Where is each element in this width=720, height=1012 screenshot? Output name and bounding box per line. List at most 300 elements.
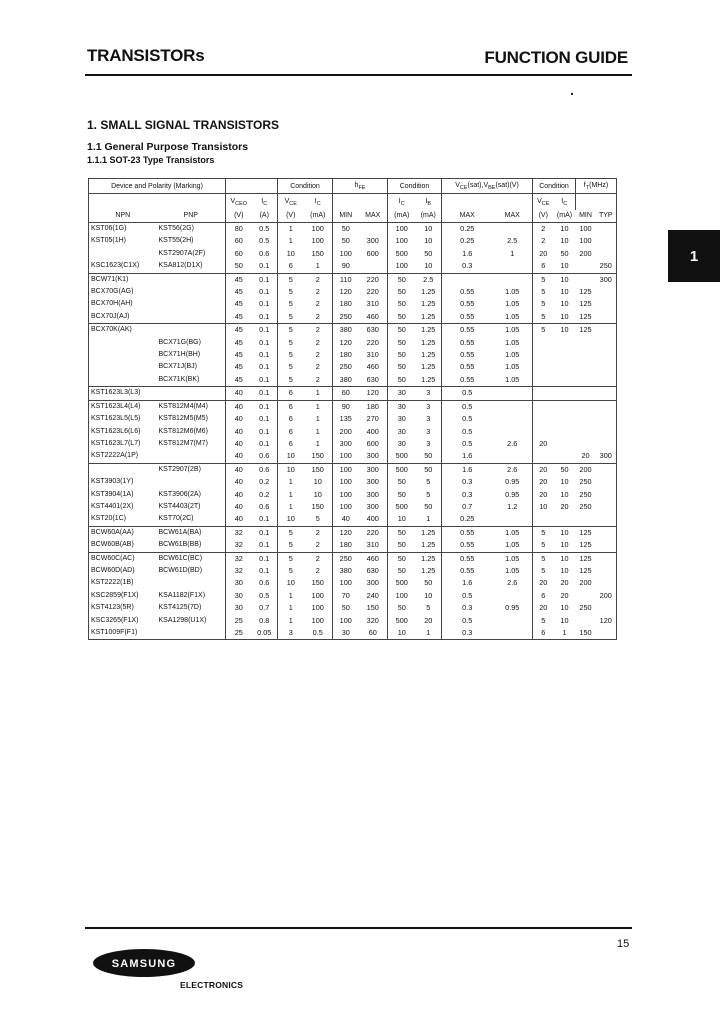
ft-min-cell [576,337,596,349]
ic-cell: 0.1 [252,273,278,286]
hfe-min-cell: 100 [339,578,352,588]
ft-min-cell: 150 [576,627,596,640]
ft-vce-cell: 2 [541,224,546,233]
ib-cell: 5 [416,602,442,614]
ic4-header: $I_C$ [554,194,576,211]
vcesat-max-cell: 1.6 [462,248,473,258]
svg-text:SAMSUNG: SAMSUNG [111,958,177,970]
vcesat-max-cell: 0.5 [462,590,473,600]
vbesat-max-cell: 1.05 [493,349,533,361]
hfe-min-cell: 380 [339,565,352,575]
ft-min-cell [576,438,596,450]
ib-cell: 1.25 [416,337,442,349]
ic-cell: 0.05 [252,627,278,640]
vce-cell: 5 [288,565,293,575]
ib-cell: 3 [416,426,442,438]
vce-cell: 5 [288,337,293,347]
ic-sat-cell: 50 [388,324,416,337]
hfe-min-cell: 380 [333,324,359,337]
ic-sat-cell: 30 [397,426,406,436]
ic-cond-cell: 2 [304,337,333,349]
ft-min-cell [576,413,596,425]
hfe-min-cell: 250 [339,362,352,372]
hfe-min-cell: 110 [333,273,359,286]
hfe-max-cell: 300 [359,489,388,501]
vbesat-max-cell: 1.05 [493,311,533,324]
vcesat-max-cell: 0.3 [462,261,473,271]
vce-cell: 1 [288,477,293,487]
table-row [89,426,617,438]
ft-vce-cell [533,513,554,526]
header-category: TRANSISTORs [87,46,205,65]
ic-cell: 0.1 [252,298,278,310]
ic-cond-cell: 150 [304,577,333,589]
vce-cell: 5 [278,324,304,337]
pnp-cell [157,387,226,400]
vsat-header: $V_{CE}(sat),V_{BE}(sat)(V)$ [442,179,533,194]
hfe-min-cell: 100 [339,489,352,499]
ft-typ-cell [596,565,617,577]
vce-cell: 1 [288,615,293,625]
vce-cell: 5 [288,374,293,384]
npn-cell: KSC3265(F1X) [89,615,157,627]
hfe-max-cell: 300 [359,450,388,463]
condition-header: Condition [278,179,333,194]
vbesat-max-cell: 1.05 [493,374,533,387]
ft-typ-cell [596,223,617,236]
hfe-min-cell: 250 [333,552,359,565]
npn-cell: KST3904(1A) [89,489,157,501]
npn-cell [89,248,157,260]
hfe-min-cell: 100 [333,463,359,476]
npn-cell: KST1623L6(L6) [89,426,157,438]
vcesat-max-cell: 0.55 [460,299,475,309]
ft-typ-cell [596,349,617,361]
vce-cell: 5 [288,362,293,372]
table-row [89,311,617,324]
vcesat-max-cell: 0.55 [460,362,475,372]
vcesat-max-cell: 0.5 [462,426,473,436]
vce-cell: 1 [288,590,293,600]
ib-cell: 1.25 [416,324,442,337]
ft-typ-cell [596,552,617,565]
hfe-max-cell: 310 [359,539,388,552]
ic-cell: 0.5 [252,235,278,247]
ft-typ-cell: 300 [596,273,617,286]
ft-typ-cell [596,501,617,513]
ic-sat-cell: 10 [397,514,406,524]
hfe-max-cell: 600 [359,248,388,260]
hfe-max-cell: 150 [359,602,388,614]
ft-min-cell: 125 [576,526,596,539]
vbesat-max-cell [493,413,533,425]
hfe-max-cell [359,260,388,273]
ib-cell: 50 [416,463,442,476]
ft-ic-cell: 10 [560,477,569,487]
ft-ic-cell: 10 [560,224,569,233]
pnp-cell: KST812M4(M4) [157,400,226,413]
table-row [89,374,617,387]
table-row [89,602,617,614]
npn-cell: KST1623L7(L7) [89,438,157,450]
pnp-cell: KST70(2C) [157,513,226,526]
hfe-min-cell: 120 [339,337,352,347]
npn-cell: BCX70K(AK) [89,324,157,337]
ft-vce-cell: 20 [539,603,548,613]
hfe-min-cell: 50 [341,236,350,246]
ic-sat-cell: 30 [397,438,406,448]
pnp-cell [157,324,226,337]
pnp-cell [157,476,226,488]
vbesat-max-cell: 1.2 [493,501,533,513]
speck [571,93,573,95]
ib-cell: 50 [416,248,442,260]
section-title: 1. SMALL SIGNAL TRANSISTORS [87,118,280,132]
ib-cell: 3 [416,438,442,450]
hfe-min-cell: 380 [339,374,352,384]
ic-sat-cell: 50 [397,311,406,321]
vbesat-max-cell [493,426,533,438]
vbesat-max-cell [493,260,533,273]
condition3-header: Condition [533,179,576,194]
pnp-cell: KST2907(2B) [157,463,226,476]
ft-ic-cell: 10 [560,311,569,321]
hfe-max-cell: 310 [359,349,388,361]
ic-cell: 0.1 [252,426,278,438]
ft-vce-cell [533,413,554,425]
vceo-cell: 40 [234,438,243,448]
vceo-cell: 40 [226,387,252,400]
hfe-min-cell: 100 [339,451,352,461]
pnp-cell: BCX71G(BG) [157,337,226,349]
hfe-min-cell: 180 [339,299,352,309]
ft-vce-cell [533,361,554,373]
ft-min-cell: 200 [579,248,592,258]
hfe-min-cell: 100 [339,501,352,511]
ft-vce-cell: 5 [541,615,546,625]
hfe-min-cell: 90 [341,261,350,271]
vceo-cell: 80 [234,224,243,233]
vbesat-max-cell: 1.05 [493,286,533,298]
hfe-max-cell: 300 [359,463,388,476]
ic-cond-cell: 2 [304,565,333,577]
ft-typ-cell [596,577,617,589]
ft-min-cell [576,400,596,413]
vce-header: $V_{CE}$ [284,198,297,207]
ic-sat-cell: 50 [397,350,406,360]
ib-cell: 3 [416,413,442,425]
vcesat-max-cell: 0.7 [462,501,473,511]
ib-cell: 50 [416,577,442,589]
ib-cell: 2.5 [416,273,442,286]
hfe-min-cell: 180 [339,350,352,360]
ft-ic-cell: 10 [560,489,569,499]
ft-typ-header: TYP [596,210,617,223]
ic-cell: 0.1 [252,565,278,577]
ft-typ-cell [596,463,617,476]
ic-cond-cell: 5 [304,513,333,526]
vce-cell: 10 [286,248,295,258]
ic-sat-cell: 30 [388,400,416,413]
ft-ic-cell: 50 [554,463,576,476]
pnp-cell: BCW61B(BB) [157,539,226,552]
hfe-min-cell: 120 [339,287,352,297]
ic-cond-cell: 1 [304,260,333,273]
table-row [89,223,617,236]
ft-ic-cell [554,438,576,450]
ft-vce-cell: 20 [533,463,554,476]
ft-vce-cell [533,450,554,463]
ib-cell: 1.25 [416,311,442,324]
vce-cell: 6 [288,261,293,271]
vbesat-max-cell [493,590,533,602]
ib-cell: 1 [416,627,442,640]
table-row [89,552,617,565]
vceo-cell: 45 [234,311,243,321]
sat-max1-header: MAX [442,210,493,223]
ib-cell: 5 [416,476,442,488]
ic-cond-cell: 100 [304,590,333,602]
npn-cell: BCW60D(AD) [89,565,157,577]
ic-cell: 0.6 [252,501,278,513]
ic-unit: (A) [252,210,278,223]
ft-vce-cell [533,387,554,400]
condition2-header: Condition [388,179,442,194]
vcesat-max-cell: 0.3 [462,477,473,487]
hfe-max-cell: 120 [359,387,388,400]
ic-cell: 0.6 [252,577,278,589]
ft-vce-cell: 5 [541,565,546,575]
ib-cell: 20 [416,615,442,627]
vcesat-max-cell [442,273,493,286]
hfe-max-cell: 300 [359,501,388,513]
vce-cell: 6 [278,387,304,400]
ib-cell: 1.25 [416,526,442,539]
pnp-cell: KST2907A(2F) [157,248,226,260]
ft-typ-cell [596,438,617,450]
ft-ic-cell [554,400,576,413]
vcesat-max-cell: 0.3 [442,627,493,640]
ib-cell: 50 [416,450,442,463]
hfe-max-cell: 400 [359,513,388,526]
vbesat-max-cell: 1.05 [493,565,533,577]
ft-typ-cell: 200 [596,590,617,602]
pnp-cell: BCW61C(BC) [157,552,226,565]
npn-cell: BCW60A(AA) [89,526,157,539]
vceo-cell: 45 [234,299,243,309]
ic-sat-cell: 50 [397,374,406,384]
ib-cell: 5 [416,489,442,501]
vceo-cell: 45 [226,273,252,286]
ft-ic-cell: 10 [560,603,569,613]
pnp-cell: KST812M7(M7) [157,438,226,450]
ft-ic-cell: 10 [554,273,576,286]
vce-cell: 5 [278,526,304,539]
ic-sat-cell: 500 [395,451,408,461]
pnp-cell: KSA812(D1X) [157,260,226,273]
ft-vce-cell: 5 [541,299,546,309]
hfe-max-cell: 630 [359,565,388,577]
pnp-cell: KST4125(7D) [157,602,226,614]
vce-cell: 5 [278,273,304,286]
vce-unit: (V) [278,210,304,223]
ic-sat-cell: 50 [397,489,406,499]
ic-cell: 0.1 [252,286,278,298]
npn-cell [89,463,157,476]
ib-cell: 1.25 [416,349,442,361]
ic-cond-cell: 1 [304,438,333,450]
table-row [89,627,617,640]
subsubsection-title: 1.1.1 SOT-23 Type Transistors [87,155,215,165]
ft-vce-cell: 10 [539,501,548,511]
hfe-min-cell: 180 [339,540,352,550]
ic-cond-cell: 100 [304,615,333,627]
ft-min-cell: 250 [579,501,592,511]
ft-vce-cell: 6 [541,590,546,600]
vcesat-max-cell: 0.3 [462,603,473,613]
ic-cell: 0.7 [252,602,278,614]
ft-min-cell [576,615,596,627]
ft-ic-cell: 20 [560,590,569,600]
table-row [89,298,617,310]
ft-typ-cell: 300 [596,450,617,463]
npn-cell: KST05(1H) [89,235,157,247]
ic2-header: $I_C$ [304,194,333,211]
vbesat-max-cell [493,450,533,463]
vcesat-max-cell: 0.55 [442,526,493,539]
ft-typ-cell [596,298,617,310]
ft-vce-cell [533,349,554,361]
ft-min-cell: 125 [579,311,592,321]
hfe-max-cell: 320 [359,615,388,627]
hfe-min-cell: 100 [339,615,352,625]
ft-vce-cell: 20 [539,248,548,258]
ft-ic-cell: 1 [554,627,576,640]
subsection-title: 1.1 General Purpose Transistors [87,141,249,153]
ic-cond-cell: 150 [304,463,333,476]
vceo-cell: 25 [234,615,243,625]
ft-min-cell: 250 [579,489,592,499]
pnp-cell [157,298,226,310]
vceo-cell: 45 [234,362,243,372]
ft-min-cell: 125 [579,299,592,309]
vceo-cell: 40 [234,501,243,511]
device-polarity-header: Device and Polarity (Marking) [89,179,226,194]
ft-ic-cell: 10 [560,287,569,297]
table-row [89,387,617,400]
ft-header: $f_T(MHz)$ [576,179,617,194]
ic2-unit: (mA) [304,210,333,223]
hfe-min-cell: 250 [339,311,352,321]
ft-min-cell [576,426,596,438]
ic-sat-cell: 50 [397,337,406,347]
ib-cell: 1.25 [416,298,442,310]
vce-cell: 10 [286,578,295,588]
npn-cell: KST3903(1Y) [89,476,157,488]
ic-cell: 0.1 [252,400,278,413]
vce-cell: 1 [288,224,293,233]
ft-ic-cell: 50 [560,248,569,258]
ft-min-cell: 200 [576,463,596,476]
ft-vce-cell: 2 [541,236,546,246]
ft-typ-cell [596,476,617,488]
chapter-tab-marker[interactable]: 1 [668,230,720,282]
ft-ic-cell: 10 [560,299,569,309]
npn-cell: KST2222(1B) [89,577,157,589]
ic-sat-cell: 100 [395,236,408,246]
ft-ic-cell [554,349,576,361]
ft-typ-cell [596,387,617,400]
pnp-cell: KSA1182(F1X) [157,590,226,602]
ft-typ-cell [596,602,617,614]
table-row [89,349,617,361]
npn-cell [89,349,157,361]
ft-vce-cell [533,426,554,438]
ft-ic-cell [554,450,576,463]
ft-vce-cell: 5 [541,311,546,321]
ic-sat-cell: 50 [397,540,406,550]
vcesat-max-cell: 0.25 [460,224,475,233]
vce-cell: 10 [286,451,295,461]
ft-typ-cell [596,513,617,526]
vce-cell: 1 [288,489,293,499]
vbesat-max-cell: 0.95 [493,602,533,614]
npn-cell [89,337,157,349]
table-row [89,501,617,513]
vcesat-max-cell: 0.55 [460,374,475,384]
ft-ic-cell [554,413,576,425]
ib-cell: 10 [416,223,442,236]
hfe-min-cell: 70 [341,590,350,600]
hfe-max-cell: 300 [359,235,388,247]
vcesat-max-cell: 0.55 [460,565,475,575]
vce-cell: 1 [288,501,293,511]
hfe-max-cell: 300 [359,577,388,589]
ic-cond-cell: 150 [304,501,333,513]
ic-cond-cell: 100 [304,223,333,236]
vbesat-max-cell [493,387,533,400]
ic-cond-cell: 10 [304,476,333,488]
npn-cell: KST4401(2X) [89,501,157,513]
ic-cond-cell: 100 [304,602,333,614]
hfe-max-cell: 400 [359,426,388,438]
vce-cell: 10 [278,463,304,476]
vceo-cell: 40 [234,451,243,461]
ic-cell: 0.1 [252,337,278,349]
ft-ic-cell: 10 [560,565,569,575]
vcesat-max-cell: 0.55 [460,350,475,360]
ft-vce-cell [533,400,554,413]
ft-min-cell [576,273,596,286]
vbesat-max-cell: 2.6 [493,463,533,476]
table-row [89,513,617,526]
ic-sat-cell: 50 [397,287,406,297]
ft-vce-cell: 5 [533,324,554,337]
ic-cell: 0.1 [252,438,278,450]
pnp-cell [157,286,226,298]
ft-vce-cell: 5 [533,526,554,539]
ic4-unit: (mA) [554,210,576,223]
table-row [89,463,617,476]
npn-cell: KST2222A(1P) [89,450,157,463]
ic-sat-cell: 30 [388,387,416,400]
table-row [89,400,617,413]
ic-cond-cell: 10 [304,489,333,501]
table-body [89,223,617,640]
ic-sat-cell: 100 [395,590,408,600]
vbesat-max-cell: 1.05 [493,552,533,565]
ib-cell: 3 [416,400,442,413]
